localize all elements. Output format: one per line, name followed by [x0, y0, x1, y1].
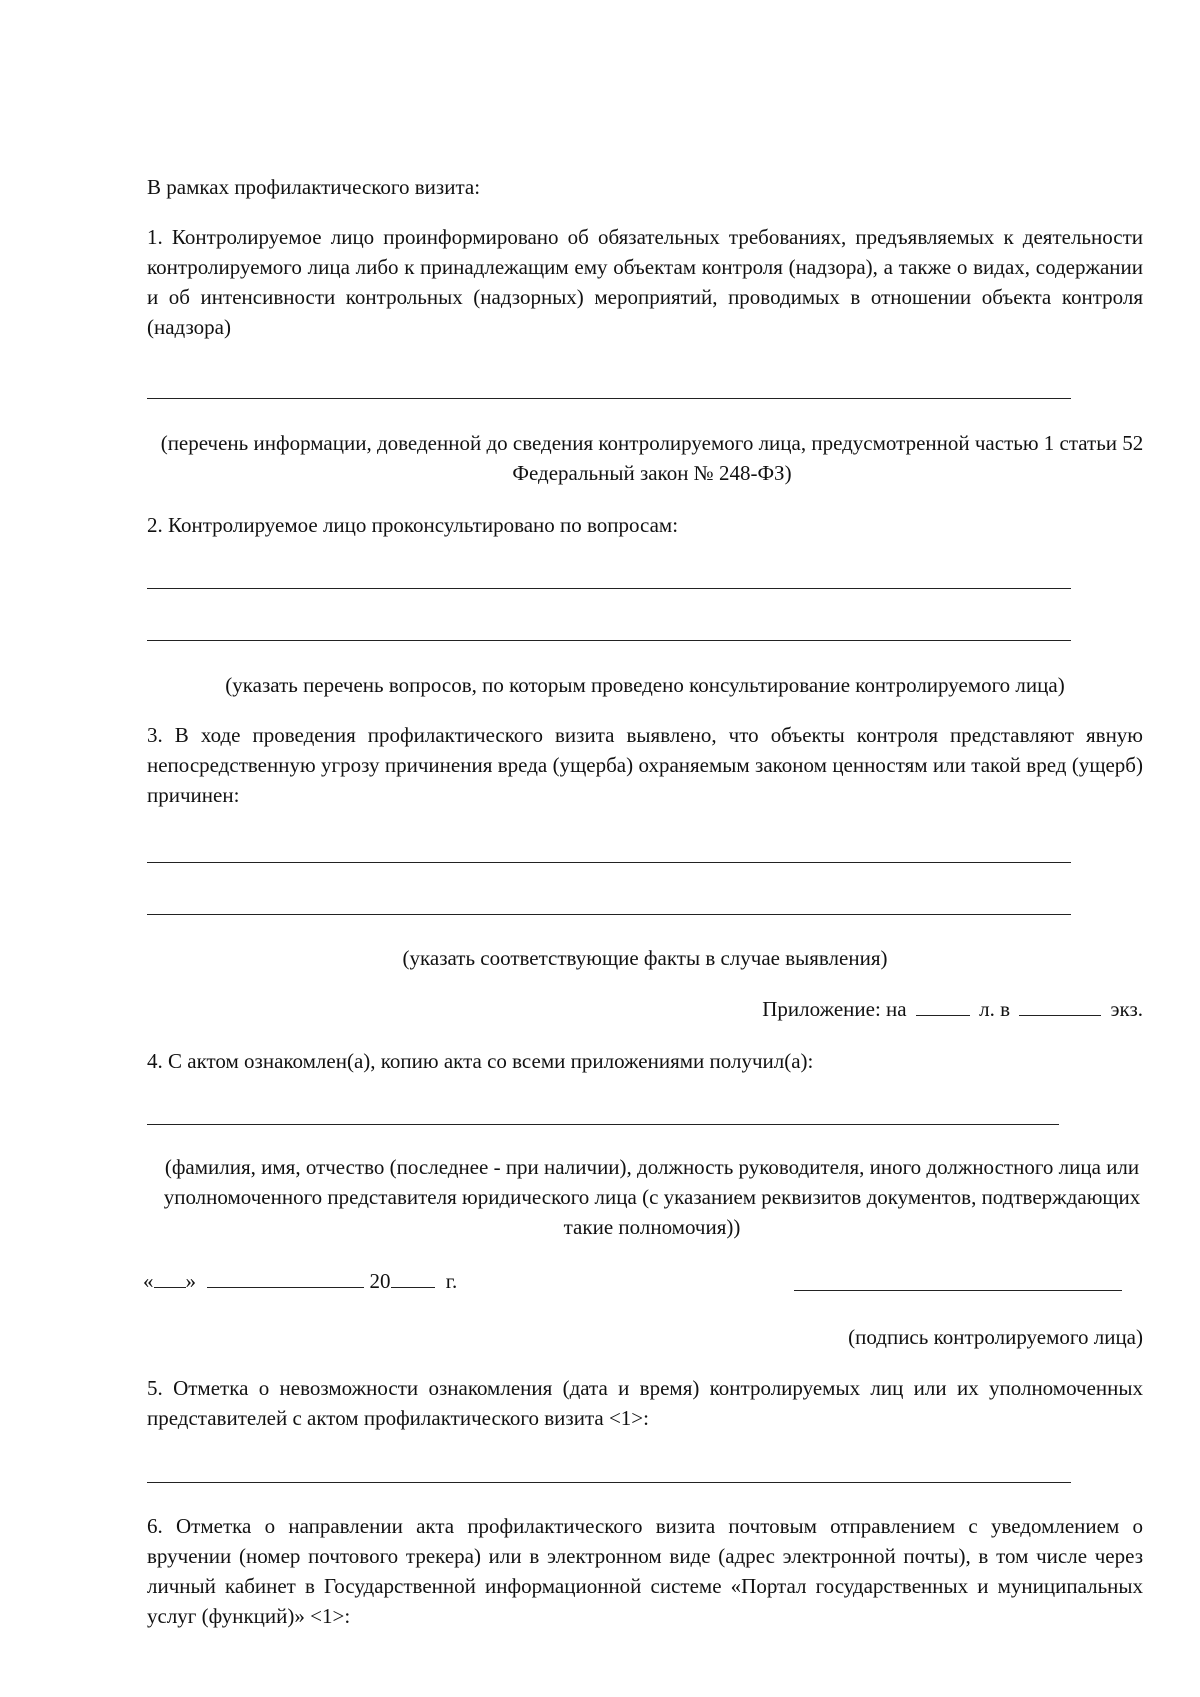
year-suffix: г.	[445, 1269, 458, 1293]
date-line	[143, 1266, 457, 1296]
copies-blank	[1019, 995, 1101, 1016]
sheets-blank	[916, 995, 970, 1016]
signature-caption: (подпись контролируемого лица)	[848, 1325, 1143, 1349]
fill-line-3b	[147, 914, 1071, 915]
attachment-sheets: л. в	[979, 997, 1011, 1021]
attachment-copies: экз.	[1110, 997, 1143, 1021]
date-close-quote: »	[185, 1269, 196, 1293]
item-3-text: 3. В ходе проведения профилактического визита выявлено, что объекты контроля представляют явную непосредственную угрозу причинения вреда (ущерба) охраняемым законом ценностям или такой вред (ущерб) причинен:	[147, 723, 1143, 807]
caption-3: (указать соответствующие факты в случае выявления)	[402, 946, 888, 970]
intro-text: В рамках профилактического визита:	[147, 175, 481, 199]
item-6-text: 6. Отметка о направлении акта профилактического визита почтовым отправлением с уведомлением о вручении (номер почтового трекера) или в электронном виде (адрес электронной почты), в том числе через личный кабинет в Государственной информационной системе «Портал государственных и муниципальных услуг (функций)» <1>:	[147, 1514, 1143, 1628]
attachment-line	[762, 994, 1143, 1024]
fill-line-3a	[147, 862, 1071, 863]
fill-line-5	[147, 1482, 1071, 1483]
fill-line-2b	[147, 640, 1071, 641]
fill-line-4	[147, 1124, 1059, 1125]
day-blank	[154, 1267, 186, 1288]
fill-line-2a	[147, 588, 1071, 589]
year-prefix: 20	[369, 1269, 391, 1293]
date-open-quote: «	[143, 1269, 154, 1293]
item-4-text: 4. С актом ознакомлен(а), копию акта со всеми приложениями получил(а):	[147, 1049, 814, 1073]
item-2-text: 2. Контролируемое лицо проконсультировано по вопросам:	[147, 513, 679, 537]
caption-2: (указать перечень вопросов, по которым проведено консультирование контролируемого лица)	[225, 673, 1065, 697]
item-1-text: 1. Контролируемое лицо проинформировано об обязательных требованиях, предъявляемых к деятельности контролируемого лица либо к принадлежащим ему объектам контроля (надзора), а также о видах, содержании и об интенсивности контрольных (надзорных) мероприятий, проводимых в отношении объекта контроля (надзора)	[147, 225, 1143, 339]
year-blank	[391, 1267, 435, 1288]
attachment-label: Приложение: на	[762, 997, 907, 1021]
signature-line	[794, 1290, 1122, 1291]
item-5-text: 5. Отметка о невозможности ознакомления (дата и время) контролируемых лиц или их уполномоченных представителей с актом профилактического визита <1>:	[147, 1376, 1143, 1430]
caption-1: (перечень информации, доведенной до сведения контролируемого лица, предусмотренной частью 1 статьи 52 Федеральный закон № 248-ФЗ)	[160, 431, 1144, 485]
caption-4: (фамилия, имя, отчество (последнее - при наличии), должность руководителя, иного должностного лица или уполномоченного представителя юридического лица (с указанием реквизитов документов, подтверждающих такие полномочия))	[163, 1155, 1141, 1239]
month-blank	[207, 1267, 364, 1288]
fill-line-1	[147, 398, 1071, 399]
